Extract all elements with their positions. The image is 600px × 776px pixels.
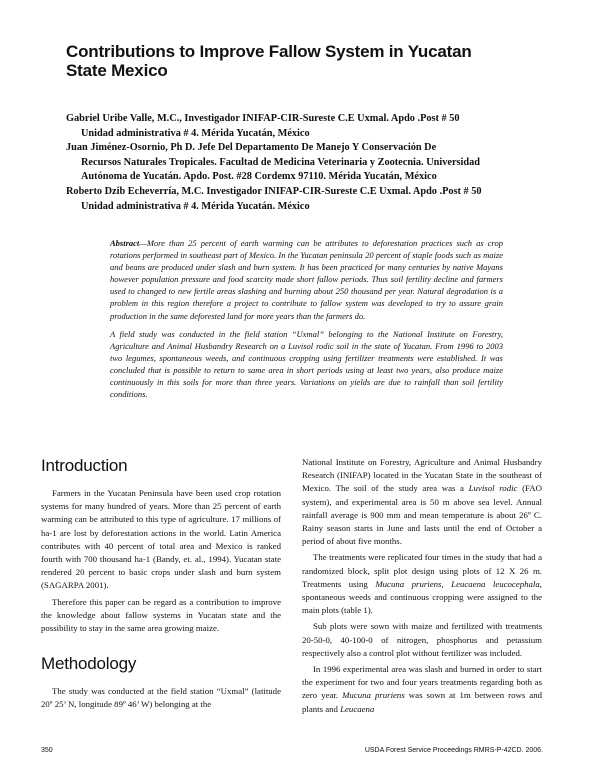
body-paragraph: Sub plots were sown with maize and fertilized with treatments 20-50-0, 40-100-0 of nitrogen, phosphorus and petassium respectively also a control plot without fertilizer was included. — [302, 621, 542, 658]
species-name: Mucuna pruriens — [342, 690, 405, 701]
author-entry: Gabriel Uribe Valle, M.C., Investigador INIFAP-CIR-Sureste C.E Uxmal. Apdo .Post # 50 Unidad administrativa # 4. Mérida Yucatán, México — [66, 113, 460, 139]
body-paragraph — [302, 551, 542, 617]
body-paragraph: The study was conducted at the field station “Uxmal” (latitude 20º 25’ N, longitude 89º 46’ W) belonging at the — [41, 686, 281, 710]
text-run: In 1996 experimental area was slash and burned in order to start the experiment for two and four years treatments regarding both as zero year. — [302, 664, 542, 701]
body-paragraph — [302, 456, 542, 548]
body-paragraph — [302, 663, 542, 716]
abstract-paragraph — [110, 237, 503, 322]
introduction-heading: Introduction — [41, 456, 128, 475]
text-run: (FAO system), and experimental area is 50 m above sea level. Annual rainfall average is 900 mm and mean temperature is about 26º C. Rainy season starts in June and lasts until the end of October a period of about five months. — [302, 483, 542, 547]
species-name: Mucuna pruriens, Leucaena leucocephala — [375, 578, 540, 589]
methodology-heading: Methodology — [41, 654, 137, 674]
abstract-label: Abstract — [110, 238, 140, 248]
paper-title: Contributions to Improve Fallow System in Yucatan State Mexico — [66, 42, 472, 80]
text-run: The treatments were replicated four times in the study that had a randomized block, split plot design using plots of 12 X 26 m. Treatments using — [302, 552, 542, 589]
species-name: Leucaena — [340, 703, 375, 714]
soil-term: Luvisol rodic — [468, 483, 518, 494]
author-entry: Juan Jiménez-Osornio, Ph D. Jefe Del Departamento De Manejo Y Conservación De Recursos Naturales Tropicales. Facultad de Medicina Veterinaria y Zootecnia. Universidad Autónoma de Yucatán. Apdo. Post. #28 Cordemx 97110. Mérida Yucatán, México — [66, 142, 480, 183]
text-run: , spontaneous weeds and continuous cropping were assigned to the main plots (table 1). — [302, 578, 542, 616]
abstract — [110, 237, 503, 406]
abstract-text: —More than 25 percent of earth warming can be attributes to deforestation practices such as crop rotations performed in southeast part of Mexico. In the Yucatan peninsula 20 percent of staple foods such as maize and beans are produced under slash and burn system. It has been practiced for many centuries by native Mayans however population pressure and food scarcity made short fallow periods. Thus soil fertility decline and farmers used to changed to new fertile areas slashing and burning about 250 thousand per year. Natural degradation is a problem in this region therefore a project to contribute to fallow system was developed to try to assure grain production in the same deforested land for more years than the farmers do. — [110, 238, 503, 321]
left-column — [41, 456, 281, 712]
abstract-paragraph: A field study was conducted in the field station “Uxmal” belonging to the National Institute on Forestry, Agriculture and Animal Husbandry Research on a Luvisol rodic soil in the state of Yucatan. From 1996 to 2003 two legumes, spontaneous weeds, and continuous cropping using fertilizer treatments were established. It was concluded that is possible to return to same area in short periods using at least two years, also produce maize continuously in this soils for more than three years. Variations on yields are due to rainfall than soil fertility conditions. — [110, 328, 503, 400]
author-entry: Roberto Dzib Echeverría, M.C. Investigador INIFAP-CIR-Sureste C.E Uxmal. Apdo .Post # 50 Unidad administrativa # 4. Mérida Yucatán. México — [66, 185, 482, 212]
text-run: National Institute on Forestry, Agriculture and Animal Husbandry Research (INIFAP) located in the Yucatan State in the southeast of Mexico. The soil of the study area was a — [302, 457, 542, 494]
page-number: 350 — [41, 747, 53, 754]
body-paragraph: Farmers in the Yucatan Peninsula have been used crop rotation systems for many hundred of years. More than 25 percent of earth warming can be attributed to this type of agriculture. 17 millions of ha-1 are lost by deforestation actions in the world. Latin America contributes with 40 percent of total area and Mexico is ranked fourth with 700 thousand ha-1 (Bandy, et. al., 1994). Yucatan state rendered 20 percent to basic crops under slash and burn system (SAGARPA 2001). — [41, 488, 281, 591]
footer-source: USDA Forest Service Proceedings RMRS-P-42CD. 2006. — [364, 747, 543, 754]
body-paragraph: Therefore this paper can be regard as a contribution to improve the knowledge about fallow systems in Yucatan state and the possibility to stay in the same area growing maize. — [41, 596, 281, 634]
author-list — [66, 112, 546, 214]
right-column — [302, 456, 542, 716]
text-run: was sown at 1m between rows and plants and — [302, 690, 543, 714]
